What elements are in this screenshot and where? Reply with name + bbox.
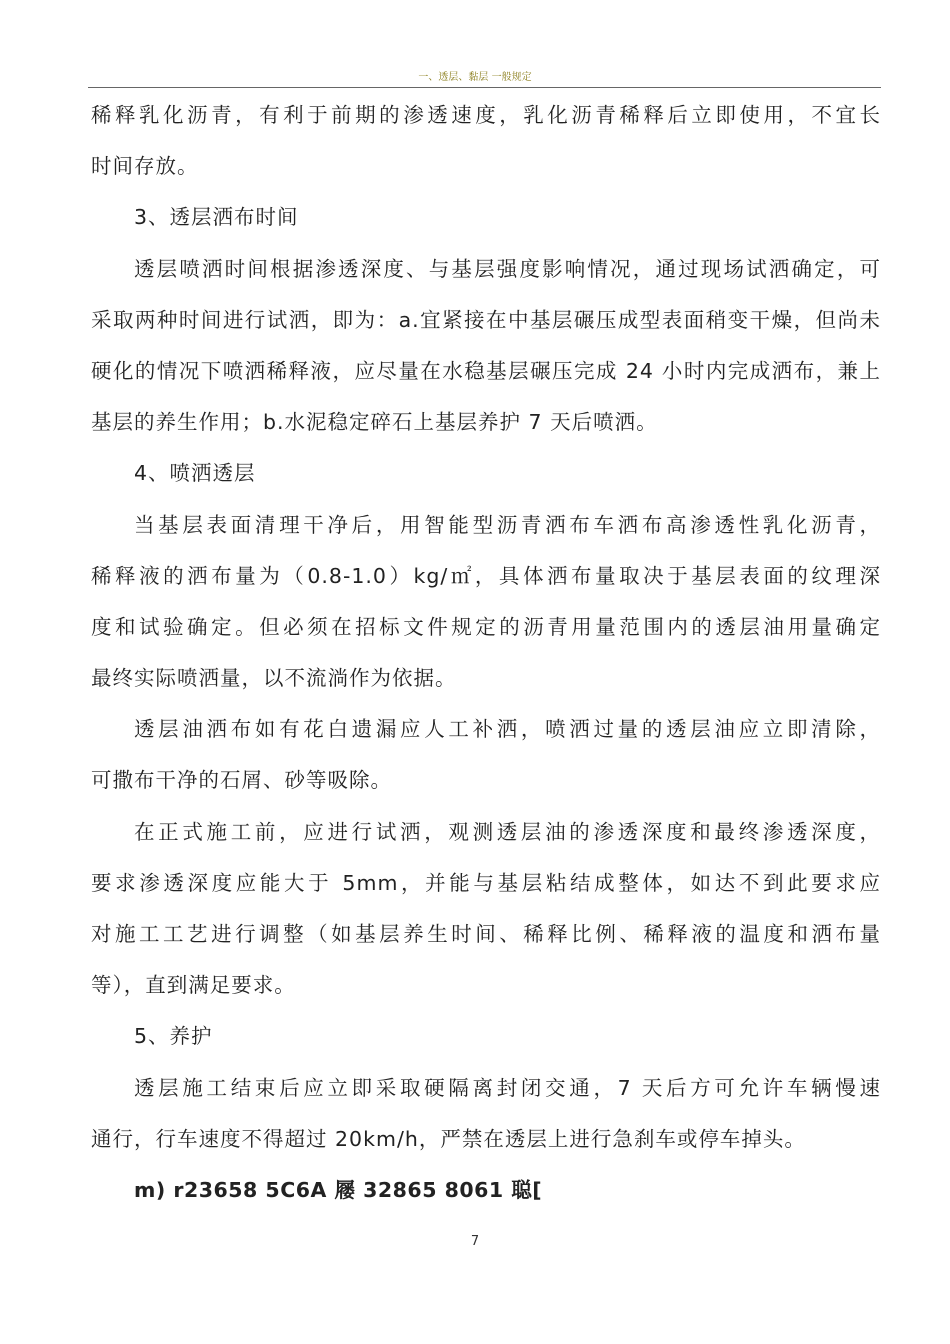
paragraph-line: 透层喷洒时间根据渗透深度、与基层强度影响情况，通过现场试洒确定，可	[134, 256, 881, 281]
garbled-bold-line: m) r23658 5C6A 屦 32865 8061 聪[	[134, 1177, 543, 1202]
running-header: 一、透层、黏层 一般规定	[418, 72, 532, 83]
paragraph-line: 对施工工艺进行调整（如基层养生时间、稀释比例、稀释液的温度和洒布量	[91, 922, 881, 946]
paragraph-line: 硬化的情况下喷洒稀释液，应尽量在水稳基层碾压完成 24 小时内完成洒布，兼上	[91, 358, 881, 383]
paragraph-line: 基层的养生作用；b.水泥稳定碎石上基层养护 7 天后喷洒。	[91, 410, 658, 435]
section-heading: 4、喷洒透层	[134, 461, 256, 486]
section-heading: 5、养护	[134, 1024, 213, 1049]
paragraph-line: 透层施工结束后应立即采取硬隔离封闭交通，7 天后方可允许车辆慢速	[134, 1075, 881, 1100]
paragraph-line: 采取两种时间进行试洒，即为：a.宜紧接在中基层碾压成型表面稍变干燥，但尚未	[91, 307, 881, 332]
paragraph-line: 通行，行车速度不得超过 20km/h，严禁在透层上进行急刹车或停车掉头。	[91, 1126, 806, 1151]
paragraph-line: 当基层表面清理干净后，用智能型沥青洒布车洒布高渗透性乳化沥青，	[134, 512, 881, 537]
body-text	[91, 90, 881, 1216]
page-number: 7	[470, 1234, 480, 1249]
paragraph-line: 等），直到满足要求。	[91, 973, 296, 998]
paragraph-line: 要求渗透深度应能大于 5mm，并能与基层粘结成整体，如达不到此要求应	[91, 870, 881, 895]
paragraph-line: 稀释液的洒布量为（0.8-1.0）kg/㎡，具体洒布量取决于基层表面的纹理深	[91, 563, 881, 588]
paragraph-line: 可撒布干净的石屑、砂等吸除。	[91, 768, 392, 793]
paragraph-line: 度和试验确定。但必须在招标文件规定的沥青用量范围内的透层油用量确定	[91, 614, 881, 639]
paragraph-line: 时间存放。	[91, 154, 199, 179]
paragraph-line: 稀释乳化沥青，有利于前期的渗透速度，乳化沥青稀释后立即使用，不宜长	[91, 103, 881, 127]
paragraph-line: 最终实际喷洒量，以不流淌作为依据。	[91, 666, 457, 691]
paragraph-line: 在正式施工前，应进行试洒，观测透层油的渗透深度和最终渗透深度，	[134, 819, 881, 844]
header-divider	[88, 87, 881, 88]
paragraph-line: 透层油洒布如有花白遗漏应人工补洒，喷洒过量的透层油应立即清除，	[134, 717, 881, 742]
section-heading: 3、透层洒布时间	[134, 205, 299, 230]
